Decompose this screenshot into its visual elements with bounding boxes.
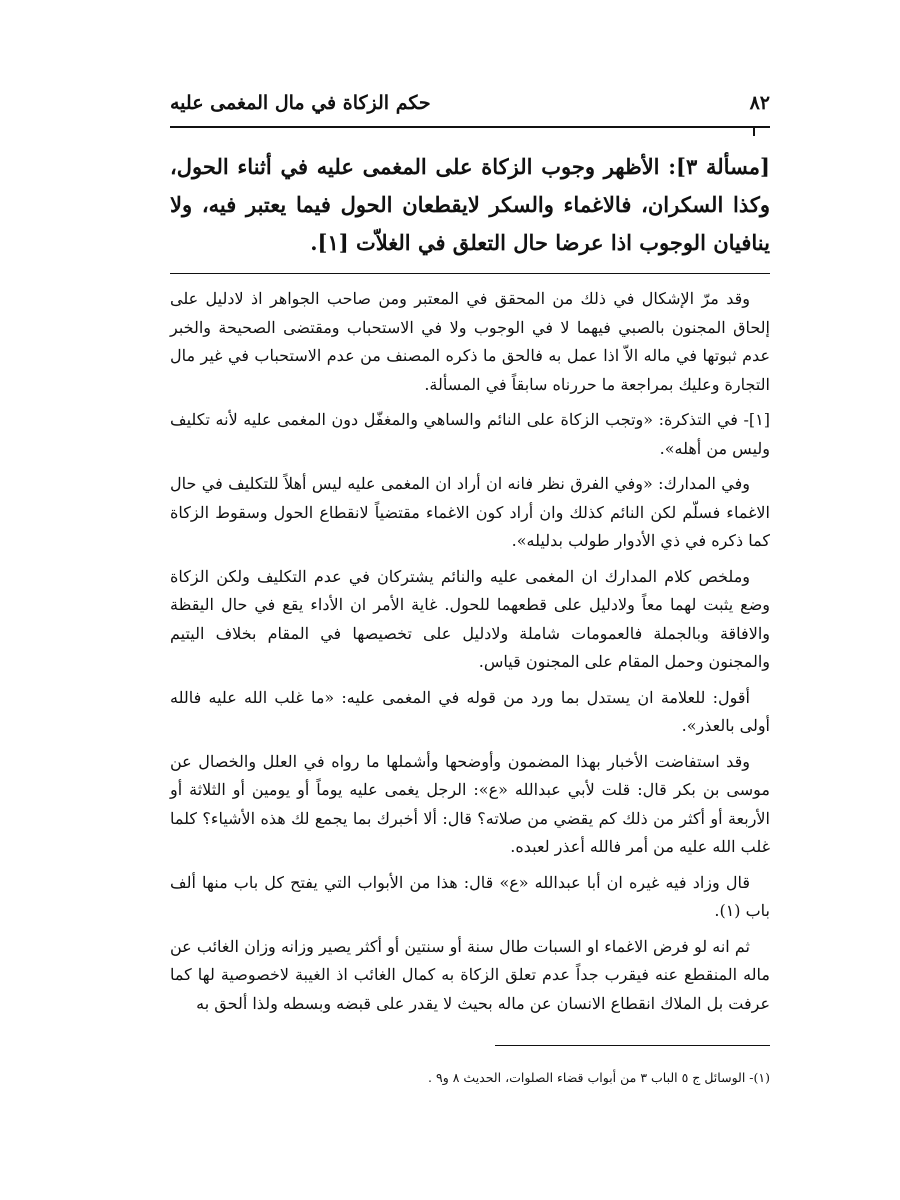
paragraph: وقد استفاضت الأخبار بهذا المضمون وأوضحها وأشملها ما رواه في العلل والخصال عن موسى بن بكر قال: قلت لأبي عبدالله «ع»: الرجل يغمى عليه يوماً أو يومين أو الثلاثة أو الأربعة أو أكثر من ذلك كم يقضي من صلاته؟ قال: ألا أخبرك بما يجمع لك هذه الأشياء؟ كلما غلب الله عليه من أمر فالله أعذر لعبده. bbox=[170, 751, 770, 856]
issue-text: الأظهر وجوب الزكاة على المغمى عليه في أثناء الحول، وكذا السكران، فالاغماء والسكر لايقطعان الحول فيما يعتبر فيه، ولا ينافيان الوجوب اذا عرضا حال التعلق في الغلاّت [١]. bbox=[170, 154, 770, 255]
footnote-rule bbox=[495, 1045, 770, 1046]
footnote: (١)- الوسائل ج ٥ الباب ٣ من أبواب قضاء الصلوات، الحديث ٨ و٩ . bbox=[428, 1070, 770, 1085]
paragraph: قال وزاد فيه غيره ان أبا عبدالله «ع» قال: هذا من الأبواب التي يفتح كل باب منها ألف باب (١). bbox=[170, 872, 770, 920]
issue-statement bbox=[170, 148, 770, 262]
issue-label: [مسألة ٣]: bbox=[668, 154, 770, 179]
section-divider bbox=[170, 273, 770, 274]
commentary-body bbox=[170, 285, 770, 1025]
paragraph: [١]- في التذكرة: «وتجب الزكاة على النائم والساهي والمغفّل دون المغمى عليه لأنه تكليف وليس من أهله». bbox=[170, 410, 771, 458]
page-number: ٨٢ bbox=[749, 92, 770, 114]
header-tick bbox=[753, 126, 755, 136]
paragraph: أقول: للعلامة ان يستدل بما ورد من قوله في المغمى عليه: «ما غلب الله عليه فالله أولى بالعذر». bbox=[170, 687, 770, 735]
paragraph: وملخص كلام المدارك ان المغمى عليه والنائم يشتركان في عدم التكليف ولكن الزكاة وضع يثبت لهما معاً ولادليل على قطعهما للحول. غاية الأمر ان الأداء يقع في حال اليقظة والافاقة وبالجملة فالعمومات شاملة ولادليل على تخصيصها في المقام بخلاف اليتيم والمجنون وحمل المقام على المجنون قياس. bbox=[170, 566, 770, 671]
paragraph: وقد مرّ الإشكال في ذلك من المحقق في المعتبر ومن صاحب الجواهر اذ لادليل على إلحاق المجنون بالصبي فيهما لا في الوجوب ولا في الاستحباب ومقتضى الصحيحة والخبر عدم ثبوتها في ماله الاّ اذا عمل به فالحق ما ذكره المصنف من عدم الاستحباب في غير مال التجارة وعليك بمراجعة ما حررناه سابقاً في المسألة. bbox=[170, 289, 770, 394]
paragraph: ثم انه لو فرض الاغماء او السبات طال سنة أو سنتين أو أكثر يصير وزانه وزان الغائب عن ماله المنقطع عنه فيقرب جداً عدم تعلق الزكاة به كمال الغائب اذ الغيبة لاخصوصية لها كما عرفت بل الملاك انقطاع الانسان عن ماله بحيث لا يقدر على قبضه وبسطه ولذا ألحق به bbox=[170, 936, 770, 1013]
running-header bbox=[170, 92, 770, 128]
header-title: حكم الزكاة في مال المغمى عليه bbox=[170, 92, 431, 114]
header-rule bbox=[170, 126, 770, 128]
paragraph: وفي المدارك: «وفي الفرق نظر فانه ان أراد ان المغمى عليه ليس أهلاً للتكليف في حال الاغماء فسلّم لكن النائم كذلك وان أراد كون الاغماء مقتضياً لانقطاع الحول وسقوط الزكاة كما ذكره في ذي الأدوار طولب بدليله». bbox=[170, 474, 770, 550]
